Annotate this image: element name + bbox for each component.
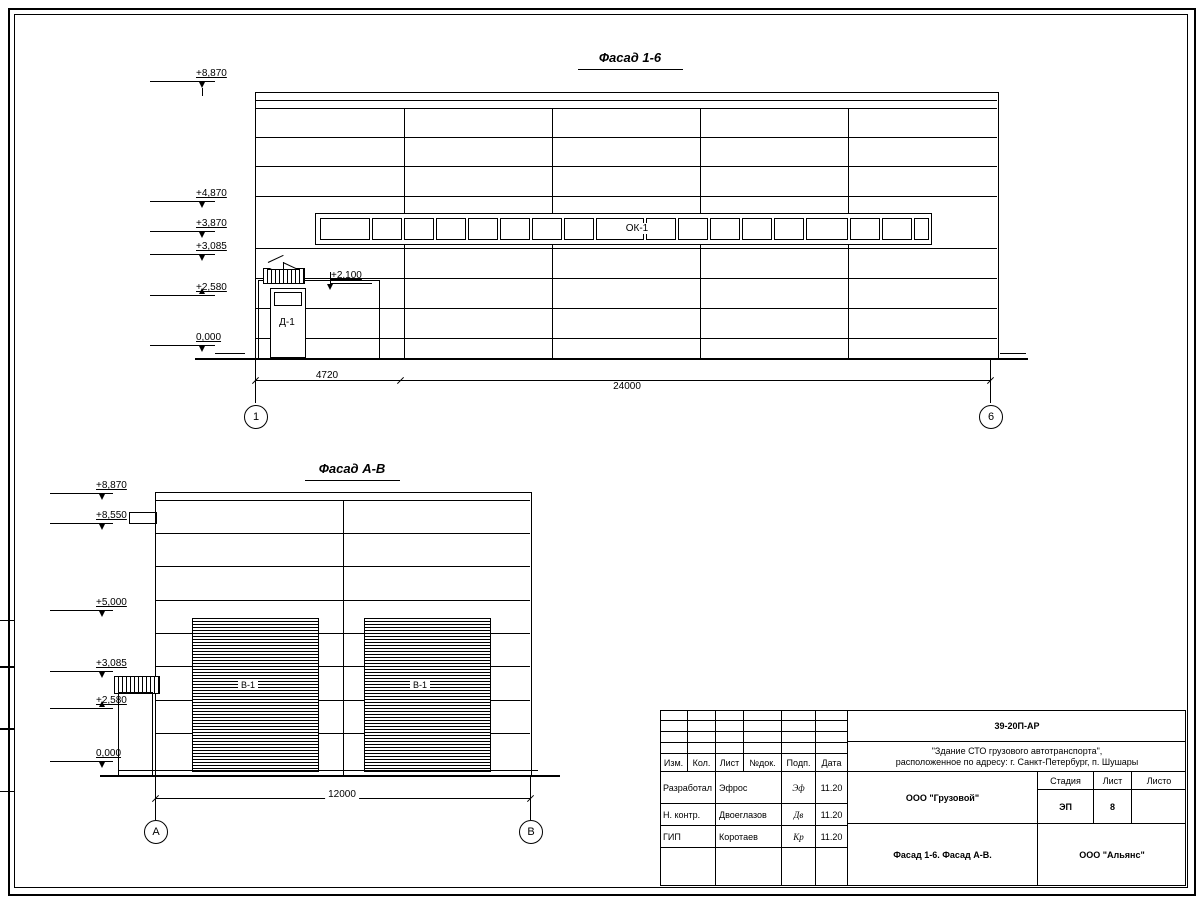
tb-lists-label: Листо — [1132, 772, 1186, 790]
tb-name-2: Двоеглазов — [716, 804, 782, 826]
facade1-level-3870-arrow — [199, 232, 205, 238]
facade1-level-2100: +2,100 — [331, 270, 362, 281]
tb-date-2: 11.20 — [816, 804, 848, 826]
facade2-level-5000-underline — [50, 610, 97, 611]
tb-role-empty-4 — [660, 848, 716, 886]
elevation2-title: Фасад А-В — [318, 461, 386, 476]
facade1-parapet-line-1 — [255, 100, 997, 101]
tb-sign-empty-4 — [782, 848, 816, 886]
facade2-axis-circle-b: В — [519, 820, 543, 844]
facade1-level-3085-underline — [150, 254, 197, 255]
tb-empty-r3c6 — [816, 732, 848, 743]
facade2-dim-12000: 12000 — [325, 789, 359, 800]
tb-sign-2: Дв — [782, 804, 816, 826]
tb-empty-r3c5 — [782, 732, 816, 743]
facade2-level-2580-leader — [97, 708, 113, 709]
facade1-axis-ext-6 — [990, 358, 991, 403]
facade1-level-2100-arrow — [327, 284, 333, 290]
tb-empty-r3c1 — [660, 732, 688, 743]
tb-empty-r1c3 — [716, 710, 744, 721]
facade1-axis-circle-6: 6 — [979, 405, 1003, 429]
facade1-level-2580-underline — [150, 295, 197, 296]
facade2-level-3085-arrow — [99, 672, 105, 678]
tb-empty-r2c2 — [688, 721, 716, 732]
tb-date-1: 11.20 — [816, 772, 848, 804]
facade2-level-5000: +5,000 — [96, 597, 127, 608]
facade1-level-8870-stem — [202, 88, 203, 96]
facade2-ground-line — [100, 775, 560, 777]
tb-empty-r4c6 — [816, 743, 848, 754]
tb-sign-3: Кр — [782, 826, 816, 848]
tb-empty-r4c2 — [688, 743, 716, 754]
facade1-level-2100-stem — [330, 272, 331, 284]
facade1-window-label: ОК-1 — [625, 223, 649, 234]
tb-empty-r2c1 — [660, 721, 688, 732]
facade2-ladder-bracket — [129, 512, 157, 524]
tb-empty-r4c4 — [744, 743, 782, 754]
tb-role-2: Н. контр. — [660, 804, 716, 826]
facade1-level-8870: +8,870 — [196, 68, 227, 79]
facade2-level-8550-underline — [50, 523, 97, 524]
facade1-level-4870-underline — [150, 201, 197, 202]
tb-col-list: Лист — [716, 754, 744, 772]
tb-empty-r2c6 — [816, 721, 848, 732]
facade1-ground-left — [215, 353, 245, 354]
facade1-level-0000-arrow — [199, 346, 205, 352]
margin-stub-1 — [0, 620, 15, 668]
facade1-ground-right — [1000, 353, 1026, 354]
facade2-gate-left-label: В-1 — [238, 680, 258, 690]
facade1-level-4870-arrow — [199, 202, 205, 208]
tb-empty-r1c1 — [660, 710, 688, 721]
facade2-level-8870-arrow — [99, 494, 105, 500]
facade2-ground-top — [118, 770, 538, 771]
tb-name-1: Эфрос — [716, 772, 782, 804]
facade2-gate-right-label: В-1 — [410, 680, 430, 690]
facade2-axis-ext-a — [155, 775, 156, 820]
facade1-joint-h2 — [255, 166, 997, 167]
facade2-level-8550-arrow — [99, 524, 105, 530]
tb-object-line2: расположенное по адресу: г. Санкт-Петербург, п. Шушары — [895, 756, 1139, 767]
facade1-level-0000: 0,000 — [196, 332, 222, 343]
tb-empty-r3c3 — [716, 732, 744, 743]
facade1-level-3085-arrow — [199, 255, 205, 261]
tb-customer: ООО "Грузовой" — [848, 772, 1038, 824]
tb-object — [848, 742, 1186, 772]
facade2-axis-ext-b — [530, 775, 531, 820]
facade1-joint-h4 — [255, 248, 997, 249]
facade1-level-0000-underline — [150, 345, 197, 346]
facade1-level-3870-underline — [150, 231, 197, 232]
tb-empty-r4c3 — [716, 743, 744, 754]
facade2-level-2580: +2,580 — [96, 695, 127, 706]
elevation1-title-underline — [578, 69, 683, 70]
tb-company: ООО "Альянс" — [1079, 850, 1145, 860]
tb-empty-r3c2 — [688, 732, 716, 743]
tb-stage-label: Стадия — [1038, 772, 1094, 790]
facade1-level-2580-leader — [197, 295, 215, 296]
tb-col-ndok: №док. — [744, 754, 782, 772]
tb-empty-r2c5 — [782, 721, 816, 732]
tb-date-empty-4 — [816, 848, 848, 886]
tb-empty-r1c6 — [816, 710, 848, 721]
facade1-axis-circle-1: 1 — [244, 405, 268, 429]
facade1-dim-24000: 24000 — [610, 381, 644, 392]
tb-object-line1: "Здание СТО грузового автотранспорта", — [931, 745, 1103, 756]
tb-empty-r3c4 — [744, 732, 782, 743]
facade2-level-0000-underline — [50, 761, 97, 762]
facade1-level-4870: +4,870 — [196, 188, 227, 199]
tb-empty-r1c5 — [782, 710, 816, 721]
facade1-level-8870-underline — [150, 81, 197, 82]
tb-empty-r2c3 — [716, 721, 744, 732]
tb-date-3: 11.20 — [816, 826, 848, 848]
tb-col-kol: Кол. — [688, 754, 716, 772]
facade2-level-2580-arrow — [99, 701, 105, 707]
facade1-joint-h5 — [255, 278, 997, 279]
facade2-level-5000-arrow — [99, 611, 105, 617]
facade1-axis-ext-1 — [255, 358, 256, 403]
facade1-level-3870: +3,870 — [196, 218, 227, 229]
tb-list-value: 8 — [1094, 790, 1132, 824]
facade2-axis-circle-a: А — [144, 820, 168, 844]
margin-stub-3 — [0, 728, 15, 792]
facade1-canopy — [263, 268, 305, 284]
facade1-canopy-edge — [268, 269, 299, 270]
facade2-level-8550: +8,550 — [96, 510, 127, 521]
facade2-gate-left — [192, 618, 319, 772]
facade1-parapet-line-2 — [255, 108, 997, 109]
tb-col-izm: Изм. — [660, 754, 688, 772]
tb-empty-r2c4 — [744, 721, 782, 732]
facade2-level-3085: +3,085 — [96, 658, 127, 669]
tb-col-data: Дата — [816, 754, 848, 772]
facade2-level-2580-underline — [50, 708, 97, 709]
facade1-level-2580: +2,580 — [196, 282, 227, 293]
title-block — [660, 710, 1186, 886]
tb-col-podp: Подп. — [782, 754, 816, 772]
facade2-level-0000-arrow — [99, 762, 105, 768]
facade1-level-2100-underline — [330, 283, 372, 284]
elevation1-title: Фасад 1-6 — [598, 50, 662, 65]
tb-lists-value — [1132, 790, 1186, 824]
tb-list-label: Лист — [1094, 772, 1132, 790]
facade1-door-transom — [274, 292, 302, 306]
tb-name-empty-4 — [716, 848, 782, 886]
facade2-level-3085-underline — [50, 671, 97, 672]
facade1-level-3085: +3,085 — [196, 241, 227, 252]
tb-role-1: Разработал — [660, 772, 716, 804]
facade2-col-mid — [343, 500, 344, 775]
elevation2-title-underline — [305, 480, 400, 481]
tb-empty-r1c4 — [744, 710, 782, 721]
tb-code: 39-20П-АР — [848, 710, 1186, 742]
facade2-level-8870-underline — [50, 493, 97, 494]
facade1-door-label: Д-1 — [279, 317, 295, 328]
facade1-dim-4720: 4720 — [315, 370, 339, 381]
tb-empty-r4c5 — [782, 743, 816, 754]
tb-sheet-title: Фасад 1-6. Фасад А-В. — [848, 824, 1038, 886]
facade1-joint-h1 — [255, 137, 997, 138]
facade1-joint-h3 — [255, 196, 997, 197]
tb-empty-r1c2 — [688, 710, 716, 721]
facade2-level-0000: 0,000 — [96, 748, 122, 759]
margin-stub-2 — [0, 666, 15, 730]
facade1-level-2580-arrow — [199, 288, 205, 294]
tb-sign-1: Эф — [782, 772, 816, 804]
tb-stage-value: ЭП — [1038, 790, 1094, 824]
facade2-level-8870: +8,870 — [96, 480, 127, 491]
tb-empty-r4c1 — [660, 743, 688, 754]
tb-name-3: Коротаев — [716, 826, 782, 848]
facade2-gate-right — [364, 618, 491, 772]
tb-role-3: ГИП — [660, 826, 716, 848]
